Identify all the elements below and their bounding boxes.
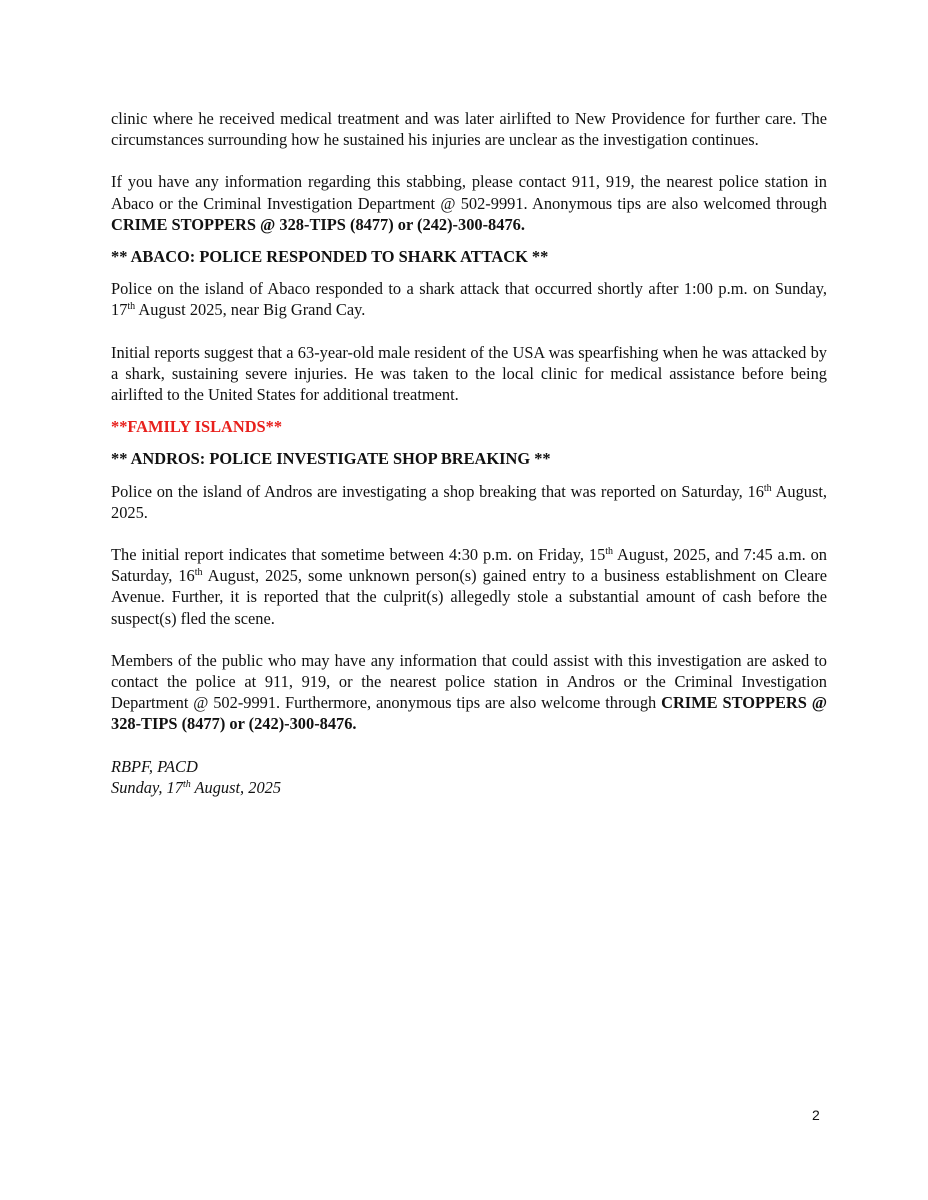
andros-contact-text: Members of the public who may have any information that could assist with this investigation are asked to contact the police at 911, 919, or the nearest police station in Andros or the Criminal Investigation Department @ 502-9991. Furthermore, anonymous tips are also welcome through <box>111 650 827 713</box>
shop-details-text-a: The initial report indicates that sometime between 4:30 p.m. on Friday, 15 <box>111 545 606 565</box>
signoff-date <box>111 777 827 798</box>
heading-abaco-shark-attack: ** ABACO: POLICE RESPONDED TO SHARK ATTACK ** <box>111 247 549 267</box>
document-page <box>111 108 827 798</box>
paragraph-stabbing-continuation: clinic where he received medical treatment and was later airlifted to New Providence for further care. The circumstances surrounding how he sustained his injuries are unclear as the investigation continues. <box>111 109 827 150</box>
paragraph-shark-attack-details: Initial reports suggest that a 63-year-old male resident of the USA was spearfishing when he was attacked by a shark, sustaining severe injuries. He was taken to the local clinic for medical assistance before being airlifted to the United States for additional treatment. <box>111 342 827 405</box>
ordinal-suffix: th <box>763 482 772 494</box>
page-number: 2 <box>812 1107 820 1123</box>
crime-stoppers-info: CRIME STOPPERS @ 328-TIPS (8477) or (242)-300-8476. <box>111 214 525 234</box>
crime-stoppers-info: CRIME STOPPERS @ 328-TIPS (8477) or (242)-300-8476. <box>111 693 827 734</box>
shark-summary-text-b: August 2025, near Big Grand Cay. <box>135 300 366 320</box>
paragraph-stabbing-contact <box>111 171 827 235</box>
contact-text: If you have any information regarding this stabbing, please contact 911, 919, the nearest police station in Abaco or the Criminal Investigation Department @ 502-9991. Anonymous tips are also welcomed through <box>111 172 827 213</box>
signoff-date-b: August, 2025 <box>190 777 282 797</box>
section-family-islands: **FAMILY ISLANDS** <box>111 417 283 437</box>
shark-summary-text-a: Police on the island of Abaco responded to a shark attack that occurred shortly after 1:00 p.m. on Sunday, 17 <box>111 279 827 320</box>
ordinal-suffix: th <box>194 567 203 579</box>
heading-andros-shop-breaking: ** ANDROS: POLICE INVESTIGATE SHOP BREAKING ** <box>111 449 551 469</box>
ordinal-suffix: th <box>127 301 136 313</box>
shop-summary-text-b: August, 2025. <box>111 481 827 522</box>
paragraph-shark-attack-summary <box>111 278 827 320</box>
shop-details-text-b: August, 2025, and 7:45 a.m. on Saturday, 16 <box>111 545 827 586</box>
shop-details-text-c: August, 2025, some unknown person(s) gained entry to a business establishment on Cleare Avenue. Further, it is reported that the culprit(s) allegedly stole a substantial amount of cash before the suspect(s) fled the scene. <box>111 566 827 628</box>
shop-summary-text-a: Police on the island of Andros are investigating a shop breaking that was reported on Saturday, 16 <box>111 481 764 501</box>
paragraph-shop-breaking-details <box>111 544 827 629</box>
ordinal-suffix: th <box>182 778 191 790</box>
signoff-date-a: Sunday, 17 <box>111 777 183 797</box>
paragraph-shop-breaking-summary <box>111 481 827 523</box>
signoff-agency: RBPF, PACD <box>111 756 198 776</box>
ordinal-suffix: th <box>605 546 614 558</box>
paragraph-andros-contact <box>111 650 827 735</box>
